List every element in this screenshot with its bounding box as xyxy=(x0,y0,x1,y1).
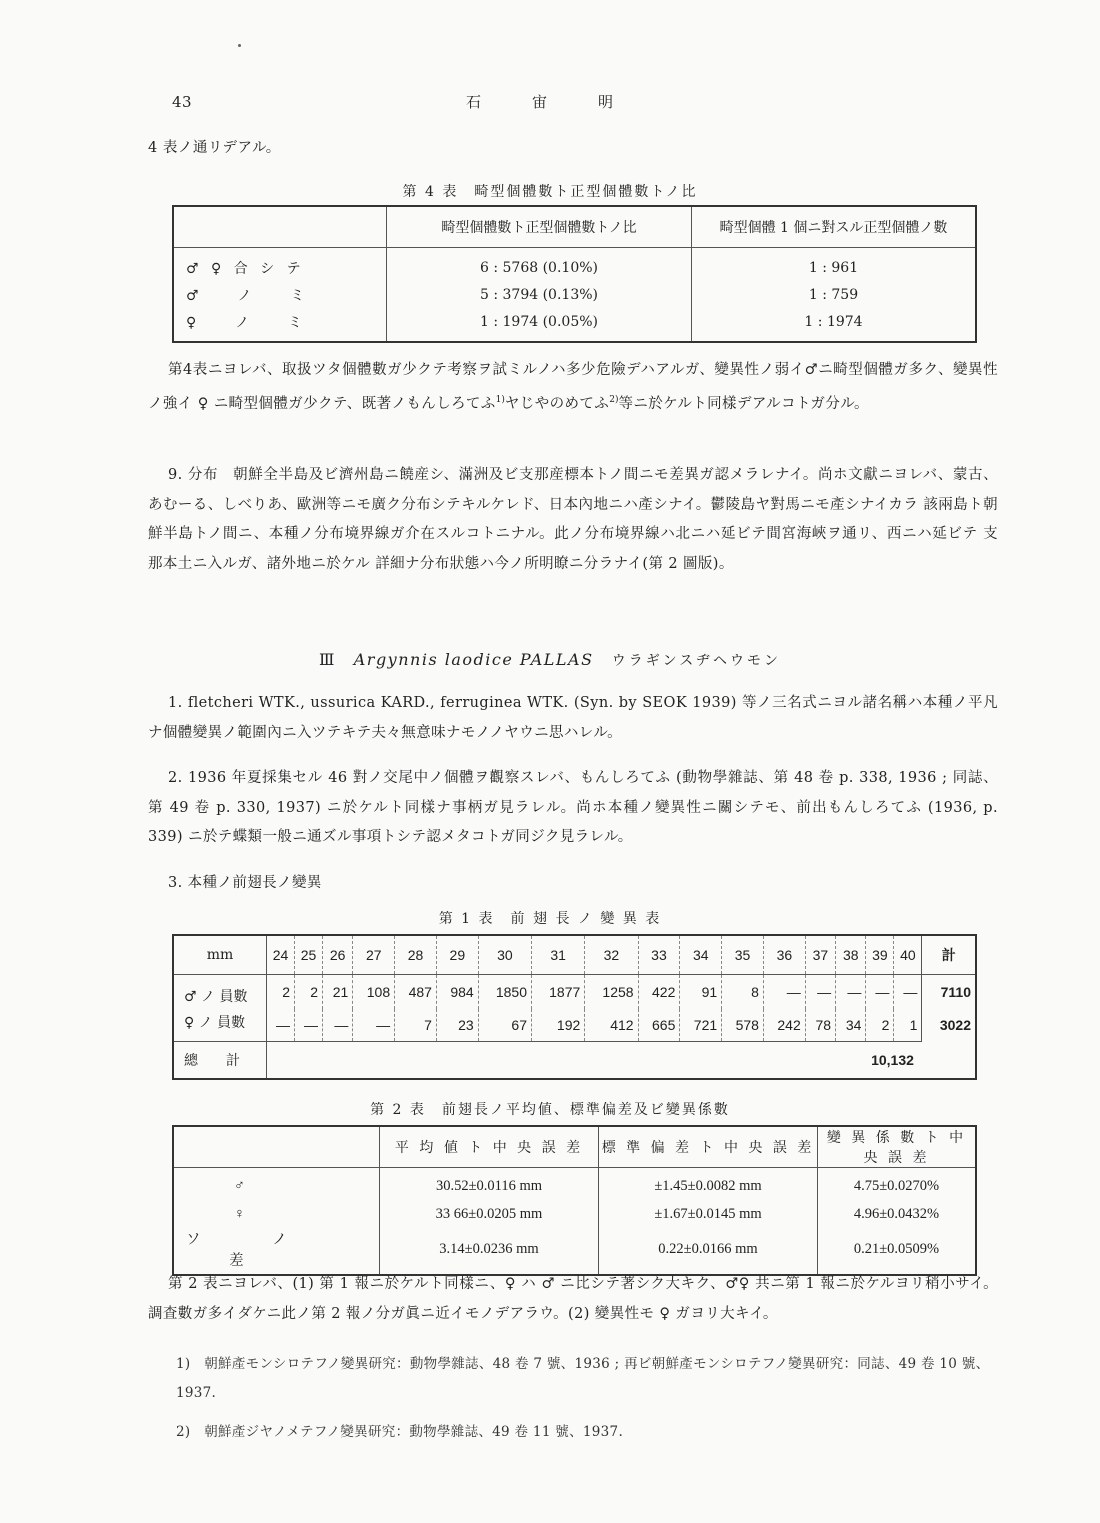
table4 xyxy=(172,205,977,343)
table4-row-per: 1 : 1974 xyxy=(804,313,863,330)
table1-male-count: 8 xyxy=(722,975,764,1010)
footnote-1: 1) 朝鮮產モンシロテフノ變異研究：動物學雜誌、48 卷 7 號、1936 ; 再ビ朝鮮產モンシロテフノ變異研究：同誌、49 卷 10 號、1937. xyxy=(176,1356,990,1401)
table1-total-row xyxy=(173,1042,976,1080)
table1-size-header: 31 xyxy=(532,935,585,975)
table1-female-count: 665 xyxy=(638,1009,680,1042)
species-name: Argynnis laodice PALLAS xyxy=(353,650,594,669)
table1-size-header: 25 xyxy=(295,935,323,975)
table2-header-empty xyxy=(173,1126,380,1168)
table2-row-sd: 0.22±0.0166 mm xyxy=(599,1228,818,1275)
table1-male-count: — xyxy=(866,975,894,1010)
table2-row-mean: 3.14±0.0236 mm xyxy=(380,1228,599,1275)
table1-size-header: 29 xyxy=(436,935,478,975)
table1-female-count: 2 xyxy=(866,1009,894,1042)
table1-male-count: — xyxy=(836,975,866,1010)
paragraph-table2-discussion xyxy=(148,1270,998,1329)
table-row xyxy=(173,1168,976,1201)
table1-male-count: 91 xyxy=(680,975,722,1010)
paragraph-table4-discussion xyxy=(148,356,998,419)
section-numeral: Ⅲ xyxy=(319,650,336,669)
table1-male-count: 2 xyxy=(295,975,323,1010)
table1-size-header: 30 xyxy=(478,935,531,975)
table1-female-label: ♀ ノ 員數 xyxy=(173,1009,267,1042)
table4-header-row xyxy=(173,206,976,248)
table4-row-ratio: 1 : 1974 (0.05%) xyxy=(387,308,692,342)
table-row xyxy=(173,281,976,308)
table2-row-sd: ±1.45±0.0082 mm xyxy=(599,1168,818,1201)
table2-row-label: ♂ xyxy=(173,1168,380,1201)
table4-row-ratio: 5 : 3794 (0.13%) xyxy=(387,281,692,308)
table1-female-count: 721 xyxy=(680,1009,722,1042)
table1-size-header: 32 xyxy=(585,935,638,975)
table1-size-header: 36 xyxy=(763,935,805,975)
paragraph-1 xyxy=(148,689,998,748)
table4-row-per: 1 : 961 xyxy=(808,259,859,276)
table2-row-cv: 0.21±0.0509% xyxy=(853,1240,940,1257)
table1-size-header: 38 xyxy=(836,935,866,975)
table1-male-label: ♂ ノ 員數 xyxy=(173,975,267,1010)
table1-male-count: 2 xyxy=(267,975,295,1010)
paragraph-text: 第 2 表ニヨレバ、(1) 第 1 報ニ於ケルト同樣ニ、♀ ハ ♂ ニ比シテ著シク大キク、♂♀ 共ニ第 1 報ニ於ケルヨリ稍小サイ。調査數ガ多イダケニ此ノ第 2 報ノ分ガ眞ニ近イモノデアラウ。(2) 變異性モ ♀ ガヨリ大キイ。 xyxy=(148,1276,998,1322)
table1-female-count: 23 xyxy=(436,1009,478,1042)
paragraph-text: 9. 分布 朝鮮全半島及ビ濟州島ニ饒産シ、滿洲及ビ支那産標本トノ間ニモ差異ガ認メラレナイ。尚ホ文獻ニヨレバ、蒙古、あむーる、しべりあ、歐洲等ニモ廣ク分布シテキルケレド、日本內地ニハ產シナイ。鬱陵島ヤ對馬ニモ產シナイカラ 該兩島ト朝鮮半島トノ間ニ、本種ノ分布境界線ガ介在スルコトニナル。此ノ分布境界線ハ北ニハ延ビテ間宮海峽ヲ通リ、西ニハ延ビテ 支那本土ニ入ルガ、諸外地ニ於ケル 詳細ナ分布狀態ハ今ノ所明瞭ニ分ラナイ(第 2 圖版)。 xyxy=(148,467,998,572)
page-number: 43 xyxy=(172,93,193,111)
species-kana: ウラギンスヂヘウモン xyxy=(611,653,781,669)
table1-size-header: 34 xyxy=(680,935,722,975)
table-row xyxy=(173,308,976,342)
footnote-2: 2) 朝鮮產ジヤノメテフノ變異研究：動物學雜誌、49 卷 11 號、1937. xyxy=(176,1424,624,1440)
table1-mm-label: mm xyxy=(173,935,267,975)
table2-row-mean: 30.52±0.0116 mm xyxy=(380,1168,599,1201)
table1-male-count: — xyxy=(894,975,922,1010)
table1-male-count: 422 xyxy=(638,975,680,1010)
table1-male-count: — xyxy=(805,975,835,1010)
table2-row-mean: 33 66±0.0205 mm xyxy=(380,1200,599,1228)
table1-female-count: 67 xyxy=(478,1009,531,1042)
paragraph-text xyxy=(148,356,998,419)
table2-caption: 第 2 表 前翅長ノ平均値、標準偏差及ビ變異係數 xyxy=(370,1102,730,1118)
table1-size-header: 37 xyxy=(805,935,835,975)
table1-male-count: 487 xyxy=(395,975,437,1010)
table2-header-mean: 平 均 値 ト 中 央 誤 差 xyxy=(380,1126,599,1168)
table1-male-count: 1877 xyxy=(532,975,585,1010)
table1-female-count: 242 xyxy=(763,1009,805,1042)
table1-total-header: 計 xyxy=(922,935,976,975)
table4-row-per: 1 : 759 xyxy=(808,286,859,303)
table1-size-header: 26 xyxy=(323,935,353,975)
table2-row-cv: 4.75±0.0270% xyxy=(853,1177,940,1194)
table2-header-cv: 變 異 係 數 ト 中 央 誤 差 xyxy=(818,1126,977,1168)
table1-male-count: 984 xyxy=(436,975,478,1010)
table4-row-label: ♂ ノ ミ xyxy=(173,281,387,308)
table-row xyxy=(173,1228,976,1275)
table-row xyxy=(173,248,976,282)
table1-female-count: — xyxy=(267,1009,295,1042)
footnote-ref-1: 1) xyxy=(495,394,505,405)
table1-female-total: 3022 xyxy=(922,1009,976,1042)
text-run: 第4表ニヨレバ、取扱ツタ個體數ガ少クテ考察ヲ試ミルノハ多少危險デハアルガ、變異性ノ弱イ♂ニ畸型個體ガ多ク、變異性ノ強イ ♀ ニ畸型個體ガ少クテ、既著ノもんしろてふ xyxy=(148,362,998,412)
running-header-author: 石 宙 明 xyxy=(466,93,632,111)
text-run: ヤじやのめてふ xyxy=(504,395,610,412)
table4-caption: 第 4 表 畸型個體數ト正型個體數トノ比 xyxy=(402,184,698,200)
table1-male-total: 7110 xyxy=(922,975,976,1010)
paragraph-text: 2. 1936 年夏採集セル 46 對ノ交尾中ノ個體ヲ觀察スレバ、もんしろてふ (動物學雜誌、第 48 卷 p. 338, 1936 ; 同誌、第 49 卷 p. 330, 1937) ニ於ケルト同樣ナ事柄ガ見ラレル。尚ホ本種ノ變異性ニ關シテモ、前出もんしろてふ (1936, p. 339) ニ於テ蝶類一般ニ通ズル事項トシテ認メタコトガ同ジク見ラレル。 xyxy=(148,770,998,845)
scan-speck xyxy=(238,44,241,47)
table1-size-header: 28 xyxy=(395,935,437,975)
table2-header-sd: 標 準 偏 差 ト 中 央 誤 差 xyxy=(599,1126,818,1168)
table1-female-count: — xyxy=(353,1009,395,1042)
table1-size-header: 24 xyxy=(267,935,295,975)
table4-header-ratio: 畸型個體數ト正型個體數トノ比 xyxy=(387,206,692,248)
section-heading xyxy=(0,650,1100,670)
table1-size-header: 35 xyxy=(722,935,764,975)
table1-male-count: 1258 xyxy=(585,975,638,1010)
table1 xyxy=(172,934,977,1080)
intro-line: 4 表ノ通リデアル。 xyxy=(148,140,281,156)
table1-female-count: 578 xyxy=(722,1009,764,1042)
table1-size-header: 40 xyxy=(894,935,922,975)
table4-header-per: 畸型個體 1 個ニ對スル正型個體ノ數 xyxy=(692,206,977,248)
table1-caption: 第 1 表 前 翅 長 ノ 變 異 表 xyxy=(438,911,662,927)
table1-female-count: 34 xyxy=(836,1009,866,1042)
paragraph-2 xyxy=(148,764,998,853)
table1-header-row xyxy=(173,935,976,975)
text-run: 等ニ於ケルト同樣デアルコトガ分ル。 xyxy=(618,395,869,412)
table1-grand-label: 總 計 xyxy=(173,1042,267,1080)
table4-row-ratio: 6 : 5768 (0.10%) xyxy=(387,248,692,282)
table-row xyxy=(173,1200,976,1228)
table2-row-label: ソ ノ 差 xyxy=(173,1228,380,1275)
table1-male-count: 108 xyxy=(353,975,395,1010)
table4-header-empty xyxy=(173,206,387,248)
table1-female-count: 192 xyxy=(532,1009,585,1042)
table2-row-label: ♀ xyxy=(173,1200,380,1228)
paragraph-3 xyxy=(148,869,998,899)
table1-male-count: 21 xyxy=(323,975,353,1010)
table1-female-count: — xyxy=(295,1009,323,1042)
table2-row-cv: 4.96±0.0432% xyxy=(853,1205,940,1222)
table2-header-row xyxy=(173,1126,976,1168)
table1-female-row xyxy=(173,1009,976,1042)
table4-row-label: ♀ ノ ミ xyxy=(173,308,387,342)
table1-size-header: 33 xyxy=(638,935,680,975)
paragraph-text: 3. 本種ノ前翅長ノ變異 xyxy=(168,875,322,891)
table1-grand-total: 10,132 xyxy=(267,1042,922,1080)
table1-female-count: 7 xyxy=(395,1009,437,1042)
table4-row-label: ♂ ♀ 合 シ テ xyxy=(173,248,387,282)
table1-female-count: — xyxy=(323,1009,353,1042)
table1-female-count: 1 xyxy=(894,1009,922,1042)
table1-size-header: 39 xyxy=(866,935,894,975)
footnote-ref-2: 2) xyxy=(609,394,619,405)
table2-row-sd: ±1.67±0.0145 mm xyxy=(599,1200,818,1228)
table2 xyxy=(172,1125,977,1276)
table1-female-count: 412 xyxy=(585,1009,638,1042)
table1-female-count: 78 xyxy=(805,1009,835,1042)
table1-male-count: — xyxy=(763,975,805,1010)
table1-male-count: 1850 xyxy=(478,975,531,1010)
table1-size-header: 27 xyxy=(353,935,395,975)
table1-male-row xyxy=(173,975,976,1010)
paragraph-text: 1. fletcheri WTK., ussurica KARD., ferruginea WTK. (Syn. by SEOK 1939) 等ノ三名式ニヨル諸名稱ハ本種ノ平凡ナ個體變異ノ範圍內ニ入ツテキテ夫々無意味ナモノノヤウニ思ハレル。 xyxy=(148,695,998,741)
footnotes xyxy=(148,1350,998,1447)
paragraph-distribution xyxy=(148,461,998,579)
